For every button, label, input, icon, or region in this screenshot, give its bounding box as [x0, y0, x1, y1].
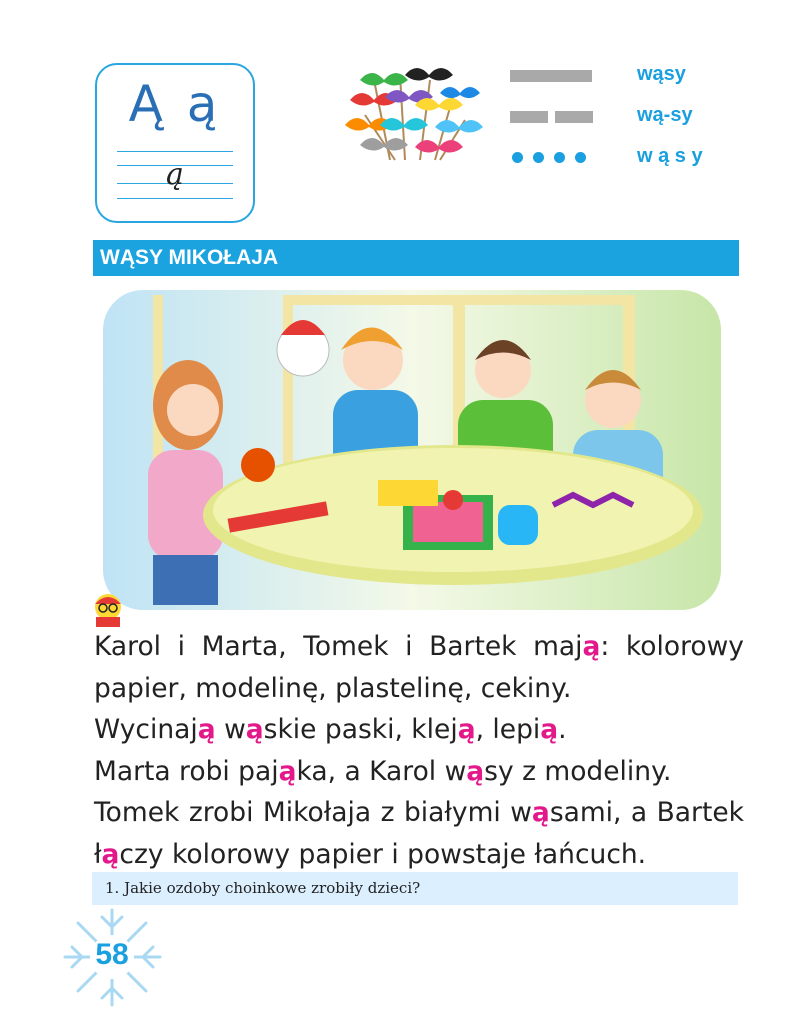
text-word: Karol: [94, 631, 162, 662]
sound-dot: [533, 152, 544, 163]
question-bar: [92, 872, 738, 905]
highlighted-letter: ą: [101, 838, 120, 870]
syllable-bar: [510, 111, 548, 123]
syllable-word: w ą s y: [637, 145, 703, 167]
question-text: 1. Jakie ozdoby choinkowe zrobiły dzieci?: [105, 879, 421, 897]
text-line: [94, 792, 744, 834]
reading-text: [94, 626, 744, 875]
syllable-row-sounds: [510, 144, 730, 174]
text-word: Tomek: [94, 797, 180, 828]
sound-dot: [575, 152, 586, 163]
mustache-props-illustration: [345, 55, 490, 165]
text-word: zrobi: [188, 797, 254, 828]
highlighted-letter: ą: [531, 797, 550, 828]
text-line: Wycinają wąskie paski, kleją, lepią.: [94, 714, 567, 745]
highlighted-letter: ą: [278, 755, 297, 787]
syllable-row-split: [510, 103, 730, 133]
text-word: Mikołaja: [262, 797, 372, 828]
sound-dot: [512, 152, 523, 163]
text-word: kolorowy: [625, 631, 744, 662]
highlighted-letter: ą: [245, 714, 264, 745]
text-word: z: [380, 797, 395, 828]
text-word: Marta,: [201, 631, 287, 662]
text-line: [94, 626, 744, 668]
highlighted-letter: ą: [197, 714, 216, 745]
highlighted-letter: ą: [540, 714, 559, 745]
text-word: a: [630, 797, 648, 828]
syllable-word: wąsy: [637, 63, 686, 85]
section-title-bar: [93, 240, 739, 276]
reader-icon: [91, 592, 125, 628]
highlighted-letter: ą: [582, 631, 601, 662]
sound-dot: [554, 152, 565, 163]
highlighted-letter: ą: [466, 755, 485, 787]
syllable-bar: [555, 111, 593, 123]
text-word: Tomek: [303, 631, 389, 662]
text-line: Marta robi pająka, a Karol wąsy z modeliny.: [94, 755, 672, 787]
whole-word-bar: [510, 70, 592, 82]
text-word: wąsami,: [510, 797, 622, 828]
syllable-word: wą-sy: [637, 104, 693, 126]
text-line: łączy kolorowy papier i powstaje łańcuch.: [94, 838, 647, 870]
script-letter: ą: [166, 157, 184, 192]
text-word: Bartek: [429, 631, 517, 662]
highlighted-letter: ą: [457, 714, 476, 745]
text-line: papier, modelinę, plastelinę, cekiny.: [94, 672, 572, 704]
page-number: 58: [95, 938, 129, 971]
text-word: Bartek: [656, 797, 744, 828]
text-word: mają:: [533, 631, 610, 662]
text-word: i: [177, 631, 185, 662]
syllable-row-whole: [510, 62, 730, 92]
writing-line: [117, 151, 233, 152]
text-word: i: [405, 631, 413, 662]
letter-card: [95, 63, 255, 223]
children-crafting-illustration: [103, 290, 721, 610]
text-word: białymi: [403, 797, 501, 828]
printed-letters: Ą ą: [128, 75, 222, 133]
writing-line: [117, 198, 233, 199]
section-title: WĄSY MIKOŁAJA: [100, 246, 279, 269]
